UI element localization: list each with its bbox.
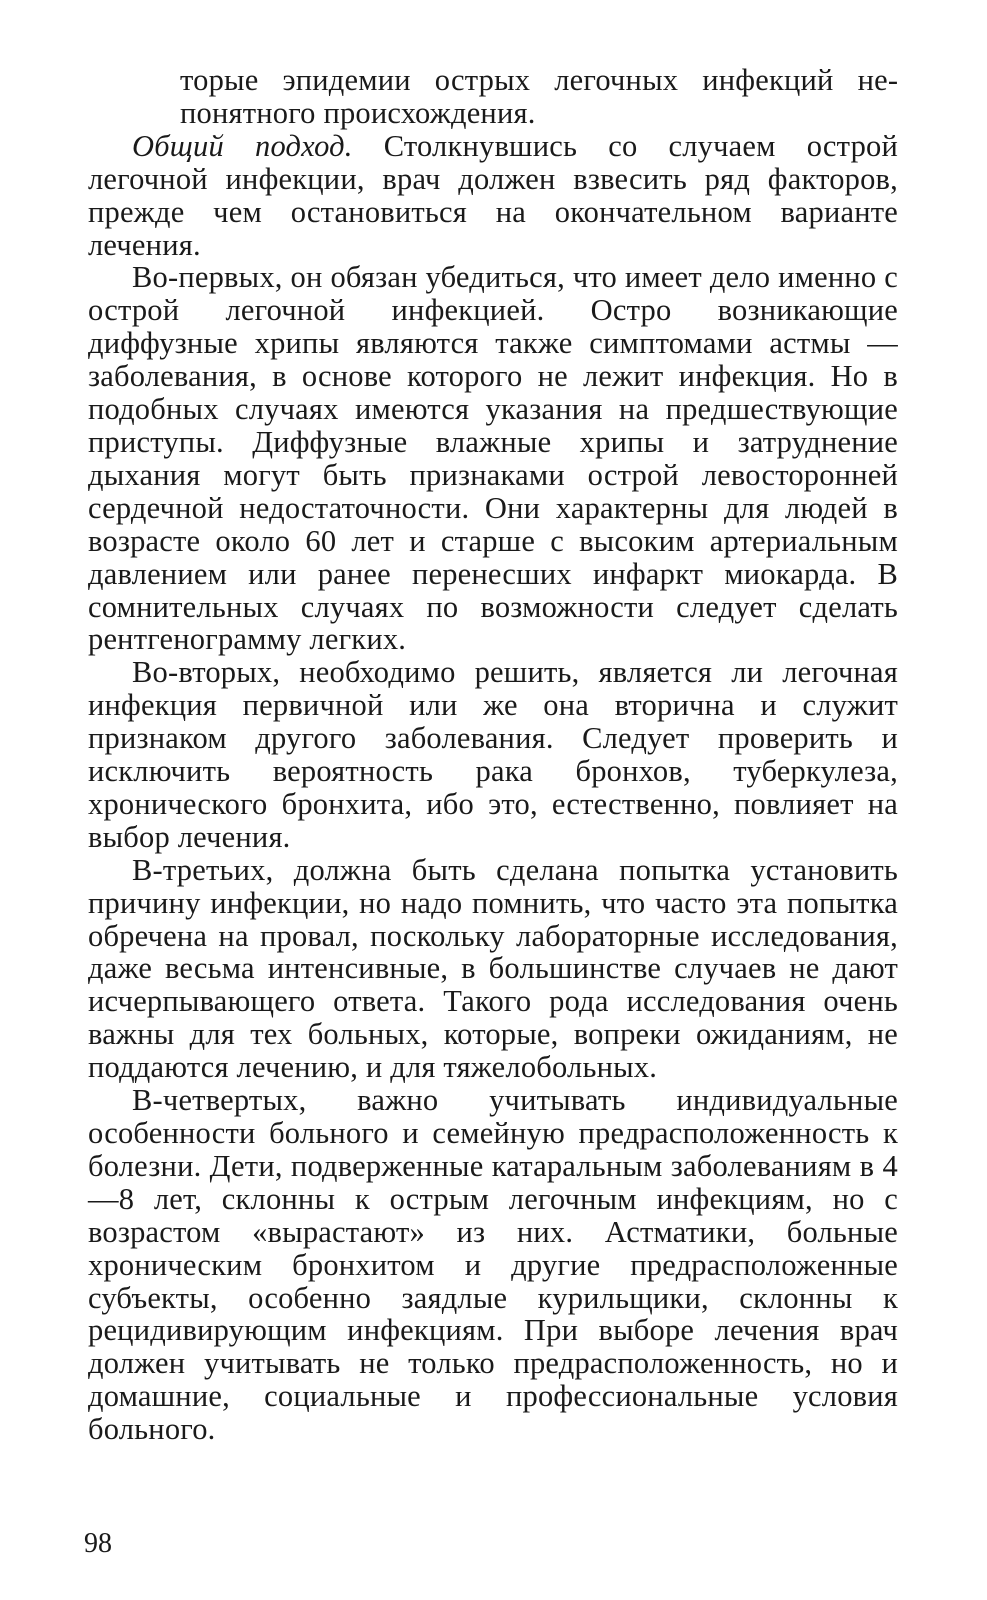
paragraph-secondly: Во-вторых, необходимо решить, является ли легочная инфекция первичной или же она вторична и служит признаком другого заболевания. Следует проверить и исключить вероятность рака бронхов, туберкулеза, хронического бронхита, ибо это, естественно, повлияет на выбор лечения. <box>88 655 898 854</box>
paragraph-thirdly: В-третьих, должна быть сделана попытка установить причину инфекции, но надо помнить, что часто эта попытка обречена на провал, поскольку лабораторные исследования, даже весьма интенсивные, в большинстве случаев не дают исчерпывающего ответа. Такого рода исследования очень важны для тех больных, которые, вопреки ожиданиям, не поддаются лечению, и для тяжелобольных. <box>88 852 898 1085</box>
paragraph-general-approach <box>88 130 898 262</box>
paragraph-body: Столкнувшись со случаем острой легочной инфекции, врач должен взвесить ряд факторов, прежде чем остановиться на окончательном варианте лечения. <box>88 128 898 262</box>
paragraph-lead-heading: Общий подход. <box>132 128 353 163</box>
paragraph-fourthly: В-четвертых, важно учитывать индивидуальные особенности больного и семейную предрасположенность к болезни. Дети, подверженные катаральным заболеваниям в 4—8 лет, склонны к острым легочным инфекциям, но с возрастом «вырастают» из них. Астматики, больные хроническим бронхитом и другие предрасположенные субъекты, особенно заядлые курильщики, склонны к рецидивирующим инфекциям. При выборе лечения врач должен учитывать не только предрасположенность, но и домашние, социальные и профессиональные условия больного. <box>88 1083 898 1447</box>
page-number: 98 <box>84 1528 112 1559</box>
paragraph-firstly: Во-первых, он обязан убедиться, что имеет дело именно с острой легочной инфекцией. Остро возникающие диффузные хрипы являются также симптомами астмы — заболевания, в основе которого не лежит инфекция. Но в подобных случаях имеются указания на предшествующие приступы. Диффузные влажные хрипы и затруднение дыхания могут быть признаками острой левосторонней сердечной недостаточности. Они характерны для людей в возрасте около 60 лет и старше с высоким артериальным давлением или ранее перенесших инфаркт миокарда. В сомнительных случаях по возможности следует сделать рентгенограмму легких. <box>88 260 898 657</box>
book-page-text <box>88 64 898 1446</box>
paragraph-continuation: торые эпидемии острых легочных инфекций непонятного происхождения. <box>180 63 898 130</box>
